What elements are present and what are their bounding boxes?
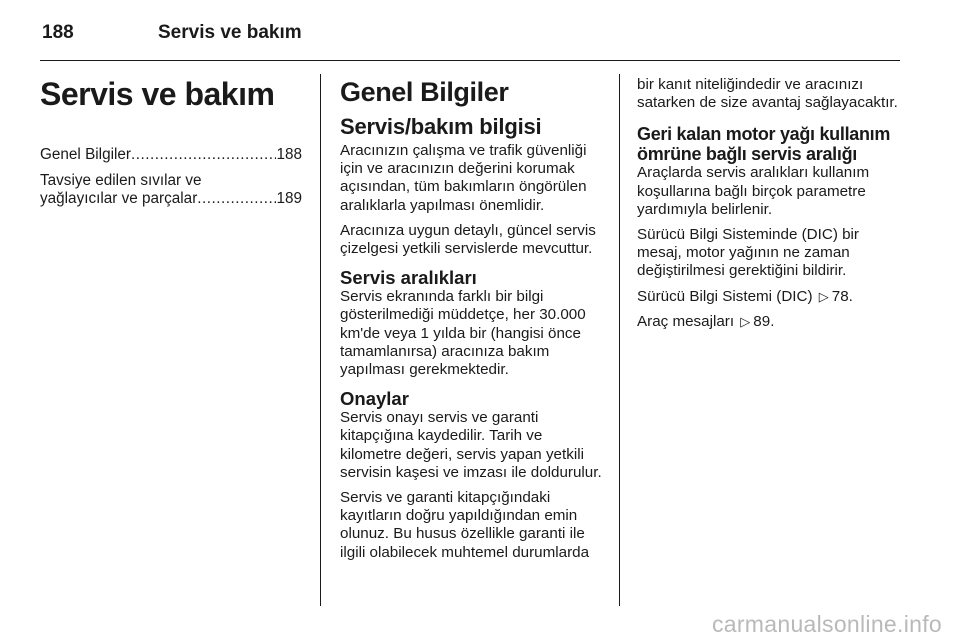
watermark: carmanualsonline.info — [711, 611, 942, 637]
oil-life-column — [637, 76, 899, 338]
cross-reference-dic[interactable] — [637, 288, 899, 306]
toc-entry-label: Genel Bilgiler — [40, 146, 131, 163]
paragraph: Aracınızın çalışma ve trafik güvenliği için ve aracınızın değerini korumak açısından, tüm bakımların öngörülen aralıklarla yapılması önemlidir. — [340, 142, 587, 214]
toc-entry-label-line1: Tavsiye edilen sıvılar ve — [40, 172, 202, 189]
toc-entry-page: 189 — [276, 190, 302, 207]
page-number: 188 — [42, 22, 74, 43]
column-divider-left — [320, 74, 321, 606]
page-reference-arrow-icon: ▷ — [818, 288, 829, 304]
heading-oil-life-interval: Geri kalan motor yağı kullanım ömrüne bağlı servis aralığı — [637, 124, 891, 165]
chapter-toc-column — [40, 72, 302, 216]
cross-reference-page: 78. — [831, 287, 853, 305]
paragraph: Aracınıza uygun detaylı, güncel servis çizelgesi yetkili servislerde mevcuttur. — [340, 221, 596, 258]
toc-entry-label: yağlayıcılar ve parçalar — [40, 190, 198, 207]
cross-reference-label: Araç mesajları — [637, 312, 735, 330]
paragraph: Servis ekranında farklı bir bilgi gösterilmediği müddetçe, her 30.000 km'de veya 1 yılda bir (hangisi önce tamamlanırsa) aracınıza bakım yapılması gerekmektedir. — [340, 288, 586, 379]
paragraph: Servis ve garanti kitapçığındaki kayıtların doğru yapıldığından emin olunuz. Bu husus özellikle garanti ile ilgili olabilecek muhtemel durumlarda — [340, 489, 590, 561]
chapter-title: Servis ve bakım — [40, 76, 275, 112]
section-heading-general: Genel Bilgiler — [340, 77, 509, 107]
header-rule — [40, 60, 900, 61]
toc-entry[interactable] — [40, 146, 302, 164]
heading-approvals: Onaylar — [340, 388, 409, 410]
heading-service-intervals: Servis aralıkları — [340, 267, 477, 289]
toc-leader-dots — [197, 190, 276, 208]
toc-leader-dots — [131, 146, 276, 164]
cross-reference-vehicle-messages[interactable] — [637, 313, 899, 331]
toc-entry[interactable] — [40, 172, 302, 208]
toc-entry-page: 188 — [276, 146, 302, 163]
paragraph: Servis onayı servis ve garanti kitapçığına kaydedilir. Tarih ve kilometre değeri, servis yapan yetkili servisin kaşesi ve imzası ile doldurulur. — [340, 409, 602, 481]
paragraph: bir kanıt niteliğindedir ve aracınızı satarken de size avantaj sağlayacaktır. — [637, 76, 898, 112]
page-header — [40, 18, 900, 58]
paragraph: Sürücü Bilgi Sisteminde (DIC) bir mesaj, motor yağının ne zaman değiştirilmesi gerektiğini bildirir. — [637, 226, 859, 280]
paragraph: Araçlarda servis aralıkları kullanım koşullarına bağlı birçok parametre yardımıyla belirlenir. — [637, 164, 870, 218]
page-reference-arrow-icon: ▷ — [740, 313, 751, 329]
cross-reference-label: Sürücü Bilgi Sistemi (DIC) — [637, 287, 813, 305]
column-divider-right — [619, 74, 620, 606]
cross-reference-page: 89. — [753, 312, 775, 330]
subsection-heading-service-info: Servis/bakım bilgisi — [340, 114, 542, 139]
running-header-title: Servis ve bakım — [158, 22, 302, 43]
general-info-column — [340, 72, 605, 569]
